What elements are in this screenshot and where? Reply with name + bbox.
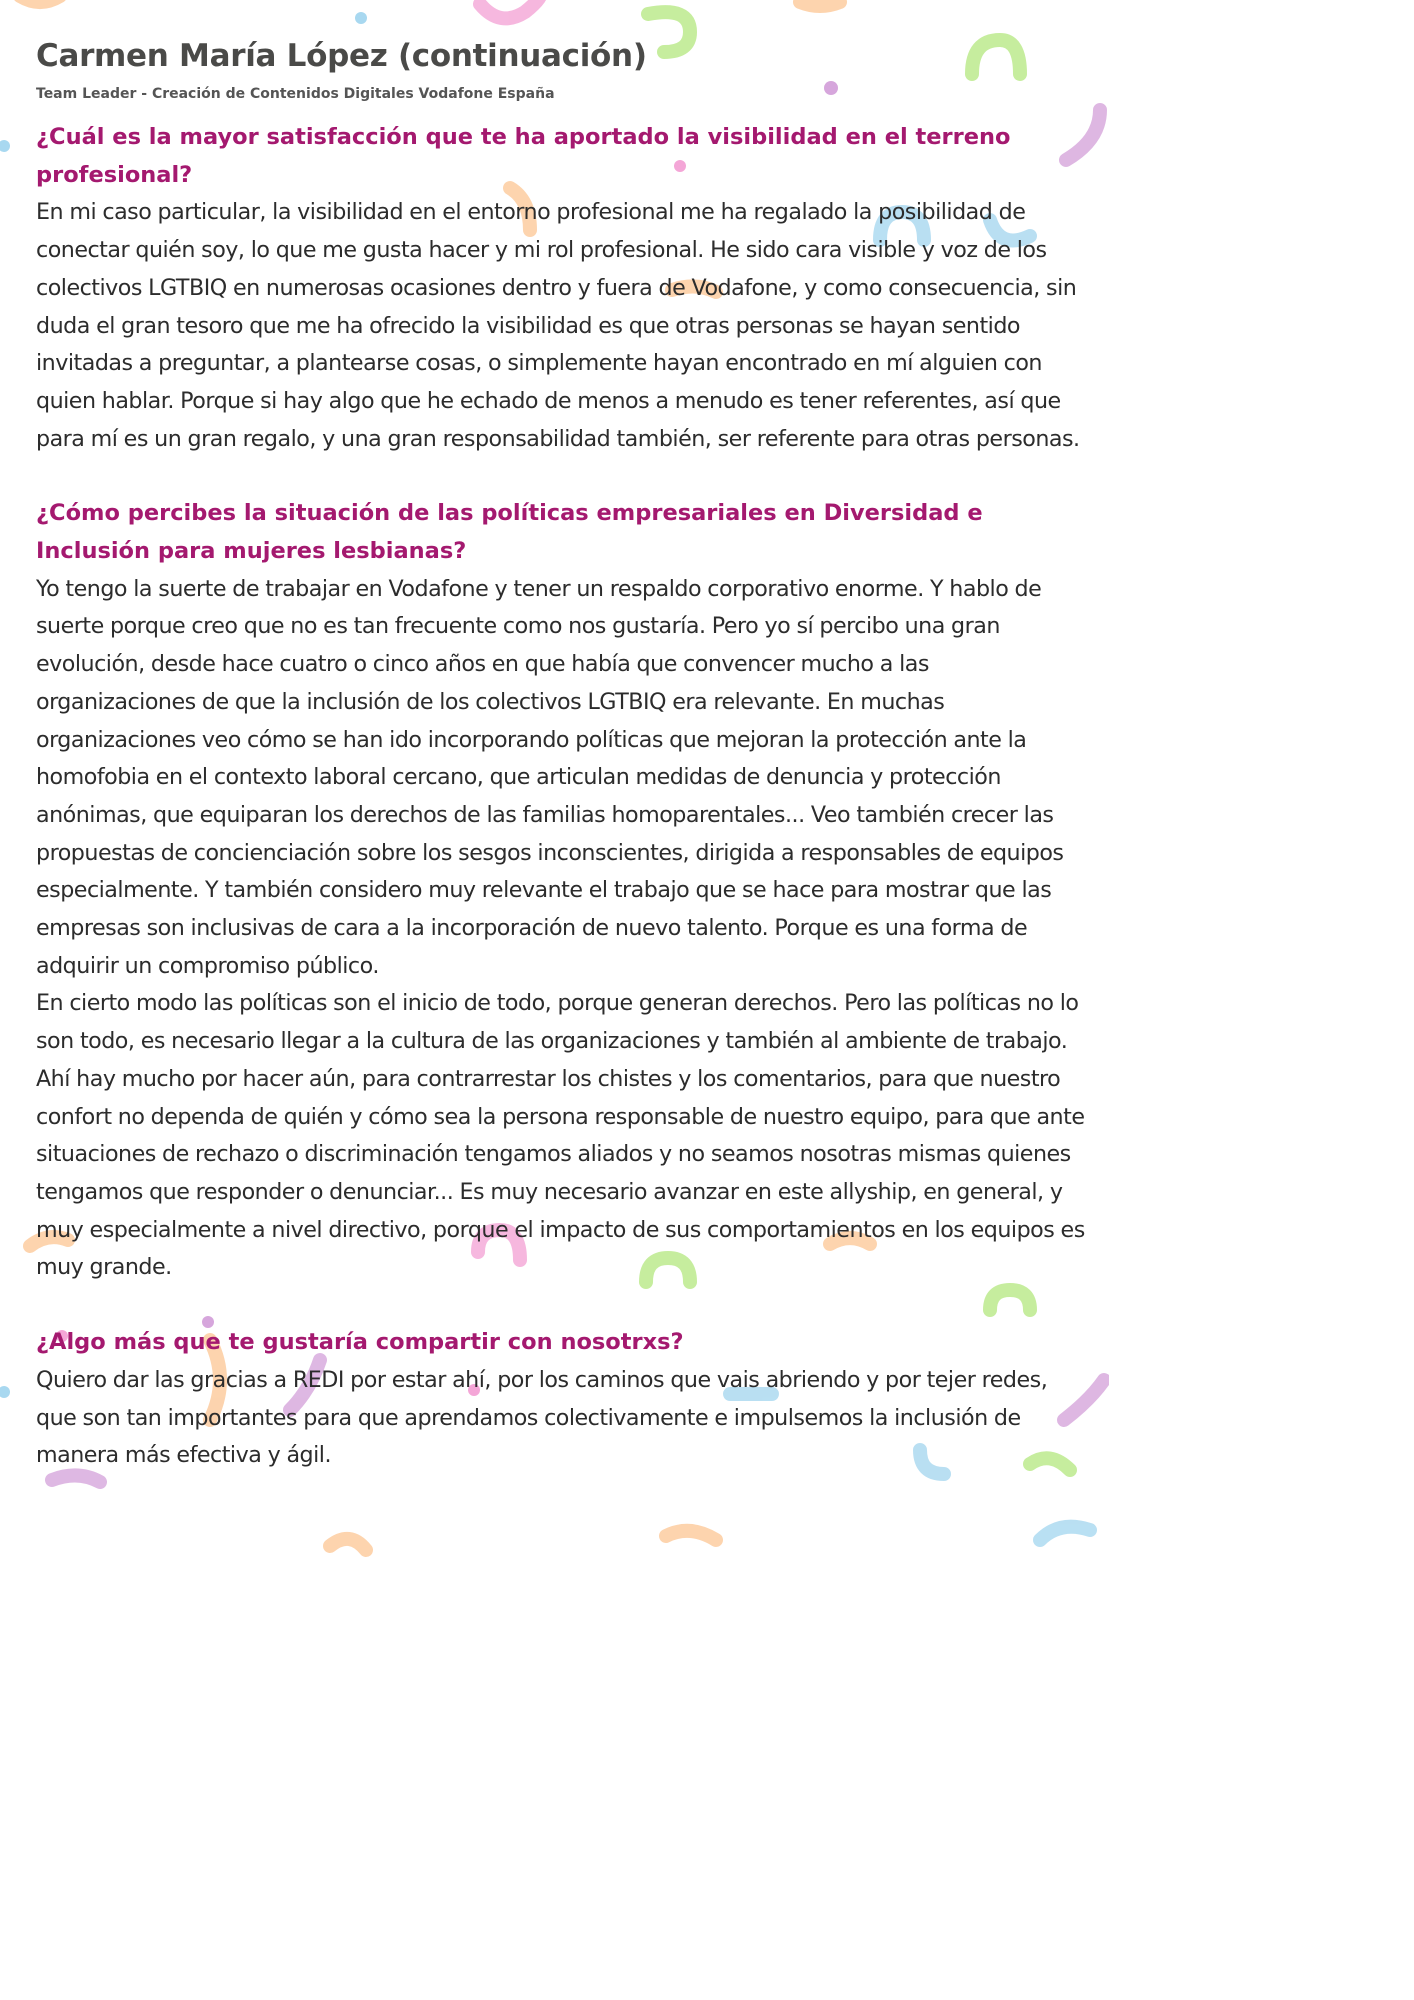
- answer-paragraph: Yo tengo la suerte de trabajar en Vodafone y tener un respaldo corporativo enorme. Y hablo de suerte porque creo que no es tan frecuente como nos gustaría. Pero yo sí percibo una gran evolución, desde hace cuatro o cinco años en que había que convencer mucho a las organizaciones de que la inclusión de los colectivos LGTBIQ era relevante. En muchas organizaciones veo cómo se han ido incorporando políticas que mejoran la protección ante la homofobia en el contexto laboral cercano, que articulan medidas de denuncia y protección anónimas, que equiparan los derechos de las familias homoparentales... Veo también crecer las propuestas de concienciación sobre los sesgos inconscientes, dirigida a responsables de equipos especialmente. Y también considero muy relevante el trabajo que se hace para mostrar que las empresas son inclusivas de cara a la incorporación de nuevo talento. Porque es una forma de adquirir un compromiso público.: [36, 575, 1064, 979]
- question-heading: ¿Cuál es la mayor satisfacción que te ha aportado la visibilidad en el terreno profesional?: [36, 124, 1011, 188]
- confetti-squiggle: [20, 0, 60, 2]
- answer-block: [36, 571, 1091, 1287]
- confetti-dot: [355, 12, 367, 24]
- answer-paragraph: En mi caso particular, la visibilidad en el entorno profesional me ha regalado la posibilidad de conectar quién soy, lo que me gusta hacer y mi rol profesional. He sido cara visible y voz de los colectivos LGTBIQ en numerosas ocasiones dentro y fuera de Vodafone, y como consecuencia, sin duda el gran tesoro que me ha ofrecido la visibilidad es que otras personas se hayan sentido invitadas a preguntar, a plantearse cosas, o simplemente hayan encontrado en mí alguien con quien hablar. Porque si hay algo que he echado de menos a menudo es tener referentes, así que para mí es un gran regalo, y una gran responsabilidad también, ser referente para otras personas.: [36, 199, 1080, 452]
- answer-paragraph: Quiero dar las gracias a REDI por estar ahí, por los caminos que vais abriendo y por tejer redes, que son tan importantes para que aprendamos colectivamente e impulsemos la inclusión de manera más efectiva y ágil.: [36, 1366, 1048, 1469]
- confetti-dot: [0, 140, 10, 152]
- confetti-dot: [0, 1386, 10, 1398]
- confetti-squiggle: [52, 1475, 100, 1482]
- confetti-squiggle: [480, 0, 541, 18]
- confetti-squiggle: [1040, 1527, 1090, 1540]
- question-heading: ¿Algo más que te gustaría compartir con nosotrxs?: [36, 1329, 684, 1356]
- page-subtitle: Team Leader - Creación de Contenidos Digitales Vodafone España: [36, 86, 555, 102]
- document-page: [36, 30, 1091, 1475]
- answer-block: [36, 194, 1091, 458]
- question-heading: ¿Cómo percibes la situación de las políticas empresariales en Diversidad e Inclusión para mujeres lesbianas?: [36, 500, 983, 565]
- confetti-squiggle: [330, 1539, 366, 1550]
- confetti-squiggle: [800, 2, 840, 6]
- answer-block: [36, 1362, 1091, 1475]
- page-title: Carmen María López (continuación): [36, 38, 647, 74]
- confetti-squiggle: [666, 1531, 716, 1540]
- answer-paragraph: En cierto modo las políticas son el inicio de todo, porque generan derechos. Pero las políticas no lo son todo, es necesario llegar a la cultura de las organizaciones y también al ambiente de trabajo. Ahí hay mucho por hacer aún, para contrarrestar los chistes y los comentarios, para que nuestro confort no dependa de quién y cómo sea la persona responsable de nuestro equipo, para que ante situaciones de rechazo o discriminación tengamos aliados y no seamos nosotras mismas quienes tengamos que responder o denunciar... Es muy necesario avanzar en este allyship, en general, y muy especialmente a nivel directivo, porque el impacto de sus comportamientos en los equipos es muy grande.: [36, 990, 1085, 1281]
